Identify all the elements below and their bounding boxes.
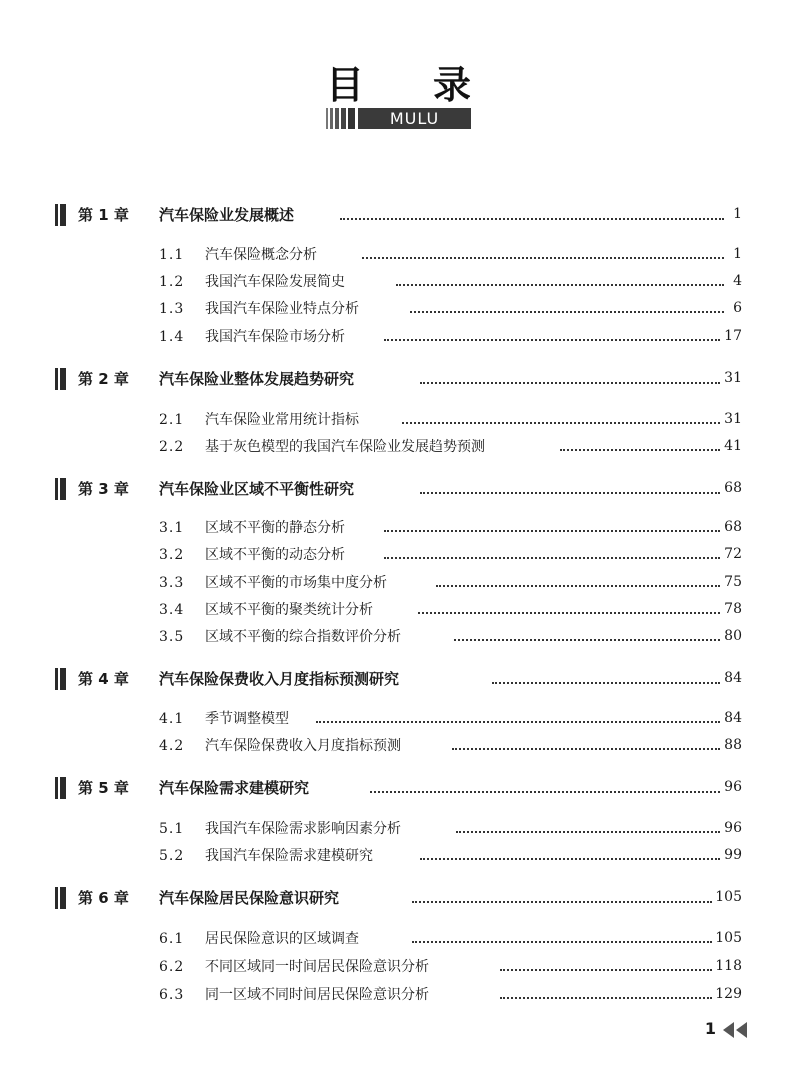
dot-leader (370, 791, 720, 793)
section-row[interactable] (0, 846, 790, 866)
chapter-marker-icon (55, 478, 67, 500)
section-number: 3.3 (159, 575, 185, 591)
section-row[interactable] (0, 245, 790, 265)
dot-leader (316, 721, 720, 723)
chapter-row[interactable] (0, 368, 790, 390)
dot-leader (420, 858, 720, 860)
chapter-title: 汽车保险保费收入月度指标预测研究 (159, 670, 400, 688)
dot-leader (412, 941, 712, 943)
section-title: 区域不平衡的市场集中度分析 (205, 575, 387, 591)
section-row[interactable] (0, 327, 790, 347)
section-row[interactable] (0, 627, 790, 647)
page-number: 96 (724, 820, 742, 836)
title-bars-decoration (326, 108, 356, 129)
dot-leader (500, 969, 712, 971)
section-row[interactable] (0, 929, 790, 949)
section-number: 3.5 (159, 629, 185, 645)
section-row[interactable] (0, 736, 790, 756)
section-number: 3.2 (159, 547, 185, 563)
page-number: 75 (724, 574, 742, 590)
section-number: 1.2 (159, 274, 185, 290)
dot-leader (500, 997, 712, 999)
page-number: 1 (733, 246, 742, 262)
section-row[interactable] (0, 957, 790, 977)
dot-leader (436, 585, 720, 587)
section-number: 3.1 (159, 520, 185, 536)
chapter-number: 第 3 章 (78, 480, 129, 498)
page-number: 4 (733, 273, 742, 289)
section-title: 不同区域同一时间居民保险意识分析 (205, 959, 429, 975)
section-row[interactable] (0, 299, 790, 319)
chapter-marker-icon (55, 204, 67, 226)
dot-leader (454, 639, 720, 641)
section-number: 6.1 (159, 931, 185, 947)
page-number: 78 (724, 601, 742, 617)
section-title: 汽车保险业常用统计指标 (205, 412, 359, 428)
page-title-char: 录 (432, 62, 471, 107)
page-number: 68 (724, 519, 742, 535)
page-number: 84 (724, 710, 742, 726)
section-title: 区域不平衡的静态分析 (205, 520, 345, 536)
section-title: 区域不平衡的动态分析 (205, 547, 345, 563)
section-row[interactable] (0, 819, 790, 839)
toc-heading (326, 58, 471, 130)
section-row[interactable] (0, 985, 790, 1005)
chapter-row[interactable] (0, 668, 790, 690)
chapter-row[interactable] (0, 887, 790, 909)
chapter-marker-icon (55, 887, 67, 909)
page-number: 41 (724, 438, 742, 454)
section-row[interactable] (0, 573, 790, 593)
section-title: 汽车保险保费收入月度指标预测 (205, 738, 401, 754)
section-title: 区域不平衡的聚类统计分析 (205, 602, 373, 618)
dot-leader (384, 557, 720, 559)
section-row[interactable] (0, 272, 790, 292)
dot-leader (384, 530, 720, 532)
section-number: 2.2 (159, 439, 185, 455)
section-row[interactable] (0, 545, 790, 565)
page-number: 129 (715, 986, 742, 1002)
dot-leader (402, 422, 720, 424)
chapter-title: 汽车保险业区域不平衡性研究 (159, 480, 355, 498)
page-number: 118 (715, 958, 742, 974)
section-row[interactable] (0, 437, 790, 457)
chapter-row[interactable] (0, 478, 790, 500)
dot-leader (412, 901, 712, 903)
page-number: 31 (724, 411, 742, 427)
dot-leader (456, 831, 720, 833)
chapter-title: 汽车保险业整体发展趋势研究 (159, 370, 355, 388)
section-number: 6.3 (159, 987, 185, 1003)
chapter-number: 第 5 章 (78, 779, 129, 797)
dot-leader (384, 339, 720, 341)
section-title: 季节调整模型 (205, 711, 289, 727)
section-title: 区域不平衡的综合指数评价分析 (205, 629, 401, 645)
chapter-number: 第 2 章 (78, 370, 129, 388)
chapter-title: 汽车保险居民保险意识研究 (159, 889, 340, 907)
page-number: 88 (724, 737, 742, 753)
chapter-marker-icon (55, 777, 67, 799)
page-number: 17 (724, 328, 742, 344)
section-number: 4.1 (159, 711, 185, 727)
dot-leader (418, 612, 720, 614)
page-subtitle: MULU (358, 108, 471, 129)
section-title: 我国汽车保险业特点分析 (205, 301, 359, 317)
dot-leader (396, 284, 724, 286)
dot-leader (410, 311, 724, 313)
dot-leader (420, 492, 720, 494)
section-number: 1.1 (159, 247, 185, 263)
chapter-row[interactable] (0, 777, 790, 799)
chapter-row[interactable] (0, 204, 790, 226)
section-title: 同一区域不同时间居民保险意识分析 (205, 987, 429, 1003)
section-number: 3.4 (159, 602, 185, 618)
dot-leader (420, 382, 720, 384)
section-number: 6.2 (159, 959, 185, 975)
section-title: 我国汽车保险需求影响因素分析 (205, 821, 401, 837)
section-number: 2.1 (159, 412, 185, 428)
section-title: 我国汽车保险需求建模研究 (205, 848, 373, 864)
dot-leader (492, 682, 720, 684)
double-left-arrow-icon (722, 1021, 748, 1039)
section-number: 4.2 (159, 738, 185, 754)
page-number: 105 (715, 889, 742, 905)
section-number: 1.4 (159, 329, 185, 345)
page-number: 68 (724, 480, 742, 496)
page-number: 1 (733, 206, 742, 222)
section-title: 我国汽车保险市场分析 (205, 329, 345, 345)
page-number: 80 (724, 628, 742, 644)
section-row[interactable] (0, 709, 790, 729)
page-number: 99 (724, 847, 742, 863)
dot-leader (362, 257, 724, 259)
section-row[interactable] (0, 410, 790, 430)
chapter-number: 第 6 章 (78, 889, 129, 907)
section-number: 1.3 (159, 301, 185, 317)
page-number: 72 (724, 546, 742, 562)
page-title (326, 58, 471, 107)
section-row[interactable] (0, 518, 790, 538)
section-number: 5.2 (159, 848, 185, 864)
page-title-char: 目 (326, 62, 365, 107)
chapter-marker-icon (55, 368, 67, 390)
chapter-number: 第 4 章 (78, 670, 129, 688)
dot-leader (340, 218, 724, 220)
section-title: 汽车保险概念分析 (205, 247, 317, 263)
chapter-marker-icon (55, 668, 67, 690)
section-title: 居民保险意识的区域调查 (205, 931, 359, 947)
chapter-title: 汽车保险需求建模研究 (159, 779, 310, 797)
page-number: 96 (724, 779, 742, 795)
section-number: 5.1 (159, 821, 185, 837)
chapter-title: 汽车保险业发展概述 (159, 206, 295, 224)
dot-leader (452, 748, 720, 750)
page-number: 105 (715, 930, 742, 946)
section-title: 我国汽车保险发展简史 (205, 274, 345, 290)
page-number: 31 (724, 370, 742, 386)
section-title: 基于灰色模型的我国汽车保险业发展趋势预测 (205, 439, 485, 455)
chapter-number: 第 1 章 (78, 206, 129, 224)
section-row[interactable] (0, 600, 790, 620)
page-number: 6 (733, 300, 742, 316)
footer-page-number: 1 (704, 1019, 716, 1038)
page-number: 84 (724, 670, 742, 686)
